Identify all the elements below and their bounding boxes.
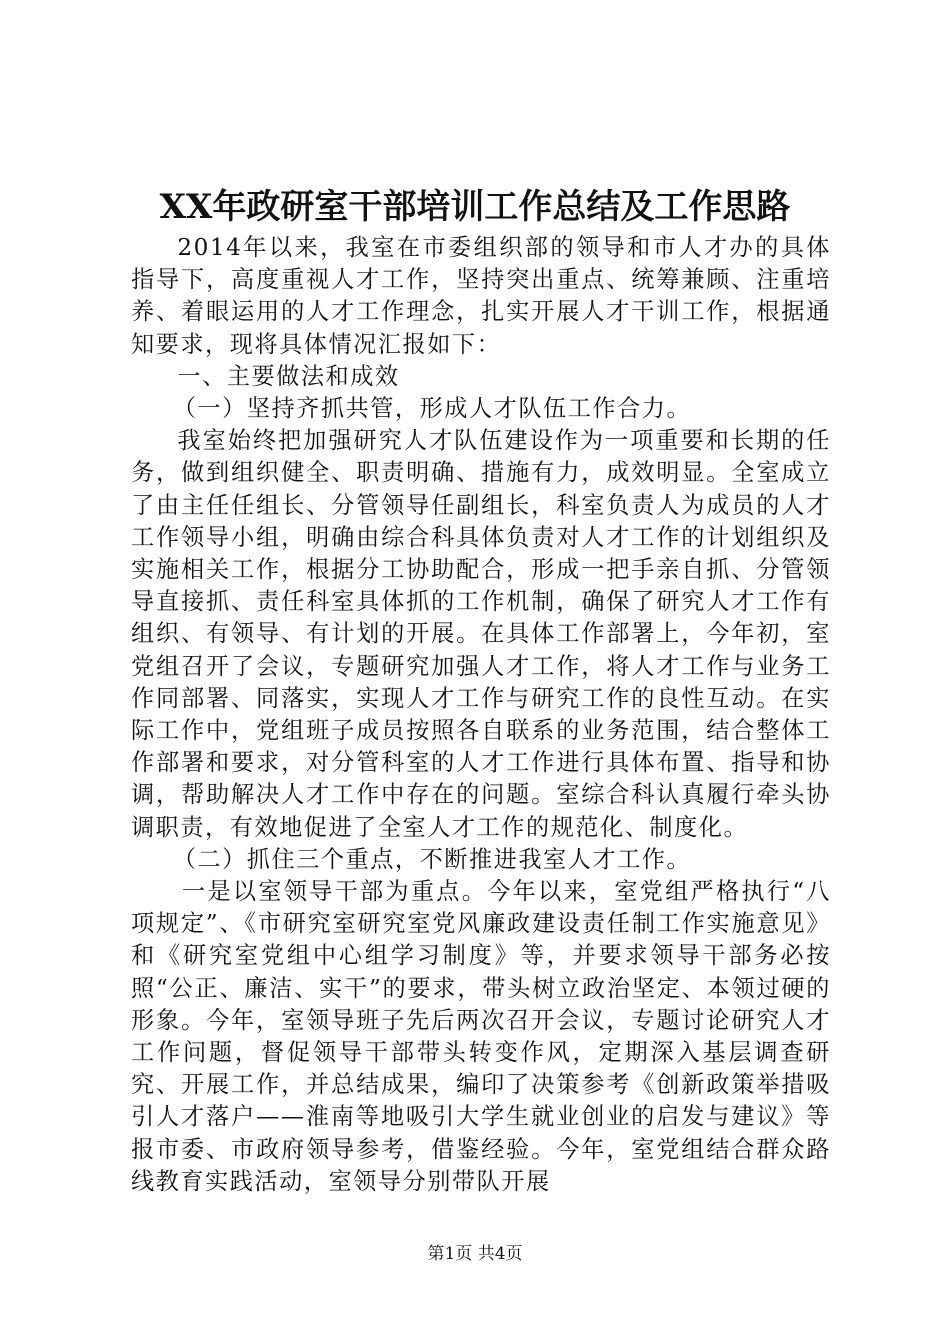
body-paragraph: 我室始终把加强研究人才队伍建设作为一项重要和长期的任务，做到组织健全、职责明确、措施有力，成效明显。全室成立了由主任任组长、分管领导任副组长，科室负责人为成员的人才工作领导小组，明确由综合科具体负责对人才工作的计划组织及实施相关工作，根据分工协助配合，形成一把手亲自抓、分管领导直接抓、责任科室具体抓的工作机制，确保了研究人才工作有组织、有领导、有计划的开展。在具体工作部署上，今年初，室党组召开了会议，专题研究加强人才工作，将人才工作与业务工作同部署、同落实，实现人才工作与研究工作的良性互动。在实际工作中，党组班子成员按照各自联系的业务范围，结合整体工作部署和要求，对分管科室的人才工作进行具体布置、指导和协调，帮助解决人才工作中存在的问题。室综合科认真履行牵头协调职责，有效地促进了全室人才工作的规范化、制度化。 <box>131 427 831 841</box>
document-title: XX年政研室干部培训工作总结及工作思路 <box>159 187 791 227</box>
subsection-heading: （二）抓住三个重点，不断推进我室人才工作。 <box>172 845 692 873</box>
section-heading: 一、主要做法和成效 <box>177 362 400 390</box>
intro-paragraph: 2014年以来，我室在市委组织部的领导和市人才办的具体指导下，高度重视人才工作，坚持突出重点、统筹兼顾、注重培养、着眼运用的人才工作理念，扎实开展人才干训工作，根据通知要求，现将具体情况汇报如下： <box>131 234 831 358</box>
page-footer: 第1页 共4页 <box>427 1244 523 1264</box>
subsection-heading: （一）坚持齐抓共管，形成人才队伍工作合力。 <box>172 395 692 423</box>
body-paragraph: 一是以室领导干部为重点。今年以来，室党组严格执行“八项规定”、《市研究室研究室党风廉政建设责任制工作实施意见》和《研究室党组中心组学习制度》等，并要求领导干部务必按照“公正、廉洁、实干”的要求，带头树立政治坚定、本领过硬的形象。今年，室领导班子先后两次召开会议，专题讨论研究人才工作问题，督促领导干部带头转变作风，定期深入基层调查研究、开展工作，并总结成果，编印了决策参考《创新政策举措吸引人才落户——淮南等地吸引大学生就业创业的启发与建议》等报市委、市政府领导参考，借鉴经验。今年，室党组结合群众路线教育实践活动，室领导分别带队开展 <box>131 878 831 1195</box>
document-body <box>131 232 831 1198</box>
